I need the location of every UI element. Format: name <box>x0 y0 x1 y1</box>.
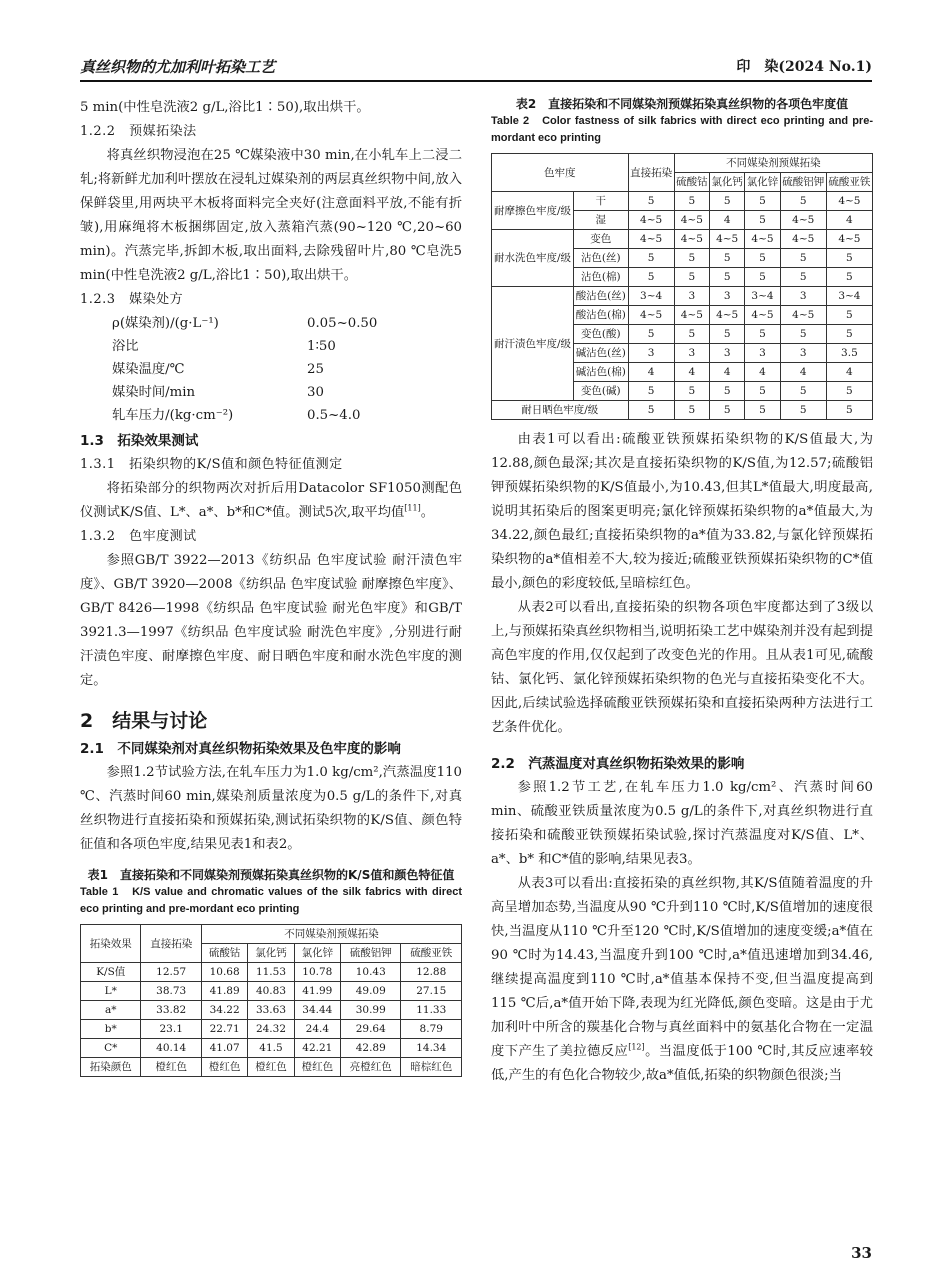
table-cell: 5 <box>745 268 780 287</box>
table-cell: 49.09 <box>341 982 401 1001</box>
running-title: 真丝织物的尤加利叶拓染工艺 <box>80 58 276 76</box>
table-cell: 41.99 <box>294 982 340 1001</box>
table-cell: 42.89 <box>341 1039 401 1058</box>
table-cell: 5 <box>628 401 674 420</box>
paragraph: 参照1.2节试验方法,在轧车压力为1.0 kg/cm²,汽蒸温度110 ℃、汽蒸时间60 min,媒染剂质量浓度为0.5 g/L的条件下,对真丝织物进行直接拓染和预媒拓染,测试拓染织物的K/S值、颜色特征值和各项色牢度,结果见表1和表2。 <box>80 765 462 852</box>
table-cell: 4 <box>674 363 709 382</box>
table-cell: 5 <box>826 382 872 401</box>
table-cell: 8.79 <box>401 1020 462 1039</box>
table-header: 直接拓染 <box>141 925 201 963</box>
table-cell: 橙红色 <box>201 1058 247 1077</box>
table-cell: 5 <box>674 268 709 287</box>
row-label: b* <box>81 1020 141 1039</box>
table-cell: 4 <box>826 211 872 230</box>
table-cell: 4 <box>745 363 780 382</box>
table-cell: 4~5 <box>628 230 674 249</box>
page-number: 33 <box>851 1244 872 1262</box>
table-cell: 5 <box>628 192 674 211</box>
journal-issue: 印 染(2024 No.1) <box>736 59 872 75</box>
table-cell: 40.14 <box>141 1039 201 1058</box>
table-cell: 5 <box>780 192 826 211</box>
row-label: a* <box>81 1001 141 1020</box>
mordant-recipe <box>112 312 462 427</box>
table-cell: 3 <box>628 344 674 363</box>
table-cell: 24.4 <box>294 1020 340 1039</box>
recipe-value: 30 <box>307 385 324 400</box>
table-cell: 10.68 <box>201 963 247 982</box>
table1-caption-en: Table 1 K/S value and chromatic values of the silk fabrics with direct eco printing and pre-mordant eco printing <box>80 886 462 915</box>
row-label: 变色(碱) <box>574 382 629 401</box>
table-cell: 41.89 <box>201 982 247 1001</box>
table1-caption-cn: 表1 直接拓染和不同媒染剂预媒拓染真丝织物的K/S值和颜色特征值 <box>87 868 455 882</box>
paragraph: 从表2可以看出,直接拓染的织物各项色牢度都达到了3级以上,与预媒拓染真丝织物相当,说明拓染工艺中媒染剂并没有起到提高色牢度的作用,仅仅起到了改变色光的作用。且从表1可见,硫酸钴、氯化钙、氯化锌预媒拓染织物的色光与直接拓染变化不大。因此,后续试验选择硫酸亚铁预媒拓染和直接拓染两种方法进行工艺条件优化。 <box>491 600 873 735</box>
paragraph: 5 min(中性皂洗液2 g/L,浴比1∶50),取出烘干。 <box>80 100 370 115</box>
table-header: 直接拓染 <box>628 154 674 192</box>
table-cell: 10.43 <box>341 963 401 982</box>
table-cell: 40.83 <box>248 982 294 1001</box>
row-label: 碱沾色(棉) <box>574 363 629 382</box>
table-2 <box>491 153 873 420</box>
row-label: 碱沾色(丝) <box>574 344 629 363</box>
table-cell: 4~5 <box>745 306 780 325</box>
paragraph-text: 从表3可以看出:直接拓染的真丝织物,其K/S值随着温度的升高呈增加态势,当温度从90 ℃升到110 ℃时,K/S值增加的速度很快,当温度从110 ℃升至120 ℃时,K/S值增加的速度变缓;a*值在90 ℃时为14.43,当温度升到100 ℃时,a*值迅速增加到34.46,继续提高温度到110 ℃时,a*值基本保持不变,但当温度提高到115 ℃后,a*值开始下降,表现为红光降低,颜色变暗。这是由于尤加利叶中所含的羰基化合物与真丝面料中的氨基化合物在一定温度下产生了美拉德反应 <box>491 876 873 1059</box>
table-cell: 5 <box>745 325 780 344</box>
row-label: 沾色(丝) <box>574 249 629 268</box>
table-cell: 5 <box>826 249 872 268</box>
paragraph-text: 。 <box>420 505 435 520</box>
paragraph: 将真丝织物浸泡在25 ℃媒染液中30 min,在小轧车上二浸二轧;将新鲜尤加利叶摆放在浸轧过媒染剂的两层真丝织物中间,放入保鲜袋里,用两块平木板将面料完全夹好(注意面料平放,不能有折皱),用麻绳将木板捆绑固定,放入蒸箱汽蒸(90~120 ℃,20~60 min)。汽蒸完毕,拆卸木板,取出面料,去除残留叶片,80 ℃皂洗5 min(中性皂洗液2 g/L,浴比1∶50),取出烘干。 <box>80 148 462 283</box>
table-cell: 4~5 <box>826 192 872 211</box>
table-header: 不同媒染剂预媒拓染 <box>674 154 872 173</box>
table-cell: 5 <box>710 249 745 268</box>
recipe-value: 0.05~0.50 <box>307 316 378 331</box>
table-cell: 34.22 <box>201 1001 247 1020</box>
table-cell: 5 <box>674 401 709 420</box>
table-cell: 5 <box>628 325 674 344</box>
table-row <box>81 963 462 982</box>
table-row <box>81 1039 462 1058</box>
table-header: 氯化钙 <box>710 173 745 192</box>
table-cell: 24.32 <box>248 1020 294 1039</box>
table-cell: 27.15 <box>401 982 462 1001</box>
table-cell: 3~4 <box>628 287 674 306</box>
row-label: L* <box>81 982 141 1001</box>
recipe-key: 媒染温度/℃ <box>112 362 185 377</box>
table-header: 硫酸铝钾 <box>780 173 826 192</box>
table-cell: 3 <box>710 287 745 306</box>
table-cell: 5 <box>710 192 745 211</box>
table-cell: 5 <box>674 325 709 344</box>
table-cell: 3~4 <box>826 287 872 306</box>
table-cell: 41.5 <box>248 1039 294 1058</box>
row-label: 变色(酸) <box>574 325 629 344</box>
table-cell: 4~5 <box>628 306 674 325</box>
table-cell: 5 <box>826 401 872 420</box>
citation: [12] <box>628 1042 645 1052</box>
table-cell: 3.5 <box>826 344 872 363</box>
table-header: 色牢度 <box>492 154 629 192</box>
table-cell: 4~5 <box>780 306 826 325</box>
table-cell: 5 <box>745 401 780 420</box>
table-cell: 12.57 <box>141 963 201 982</box>
recipe-value: 1∶50 <box>307 339 336 354</box>
table2-caption-cn: 表2 直接拓染和不同媒染剂预媒拓染真丝织物的各项色牢度值 <box>515 97 849 111</box>
table-cell: 5 <box>628 249 674 268</box>
section-heading-1-3-1: 1.3.1 拓染织物的K/S值和颜色特征值测定 <box>80 457 343 472</box>
table-cell: 5 <box>780 382 826 401</box>
table-row <box>81 1001 462 1020</box>
table-header: 氯化钙 <box>248 944 294 963</box>
paragraph-text: 将拓染部分的织物两次对折后用Datacolor SF1050测配色仪测试K/S值、L*、a*、b*和C*值。测试5次,取平均值 <box>80 481 462 520</box>
table-cell: 41.07 <box>201 1039 247 1058</box>
paragraph: 由表1可以看出:硫酸亚铁预媒拓染织物的K/S值最大,为12.88,颜色最深;其次是直接拓染织物的K/S值,为12.57;硫酸铝钾预媒拓染织物的K/S值最小,为10.43,但其L*值最大,明度最高,说明其拓染后的图案更明亮;氯化锌预媒拓染织物的a*值最大,为34.22,颜色最红;直接拓染织物的a*值为33.82,与氯化锌预媒拓染织物的a*值相差不大,较为接近;硫酸亚铁预媒拓染织物的C*值最小,颜色的彩度较低,呈暗棕红色。 <box>491 432 873 591</box>
right-column <box>491 96 873 1088</box>
table-cell: 4~5 <box>745 230 780 249</box>
table-cell: 5 <box>780 249 826 268</box>
table-cell: 5 <box>710 268 745 287</box>
recipe-key: ρ(媒染剂)/(g·L⁻¹) <box>112 316 219 331</box>
paragraph: 参照GB/T 3922—2013《纺织品 色牢度试验 耐汗渍色牢度》、GB/T 3920—2008《纺织品 色牢度试验 耐摩擦色牢度》、GB/T 8426—1998《纺织品 色牢度试验 耐光色牢度》和GB/T 3921.3—1997《纺织品 色牢度试验 耐洗色牢度》,分别进行耐汗渍色牢度、耐摩擦色牢度、耐日晒色牢度和耐水洗色牢度的测定。 <box>80 553 462 688</box>
table-cell: 3~4 <box>745 287 780 306</box>
recipe-value: 25 <box>307 362 324 377</box>
table-header: 拓染效果 <box>81 925 141 963</box>
row-label: 酸沾色(棉) <box>574 306 629 325</box>
table-cell: 5 <box>826 306 872 325</box>
section-heading-2: 2 结果与讨论 <box>80 710 208 732</box>
table-cell: 4 <box>826 363 872 382</box>
table-cell: 5 <box>745 382 780 401</box>
section-heading-1-2-2: 1.2.2 预媒拓染法 <box>80 124 197 139</box>
table-cell: 3 <box>745 344 780 363</box>
table-cell: 橙红色 <box>294 1058 340 1077</box>
table2-caption-en: Table 2 Color fastness of silk fabrics with direct eco printing and pre-mordant eco printing <box>491 115 873 144</box>
table-header: 氯化锌 <box>294 944 340 963</box>
row-label: 干 <box>574 192 629 211</box>
table2-body <box>492 192 873 420</box>
row-label: 沾色(棉) <box>574 268 629 287</box>
table-cell: 5 <box>628 382 674 401</box>
table-cell: 42.21 <box>294 1039 340 1058</box>
section-heading-1-3-2: 1.3.2 色牢度测试 <box>80 529 197 544</box>
recipe-key: 媒染时间/min <box>112 385 196 400</box>
table-cell: 3 <box>780 344 826 363</box>
table-cell: 5 <box>826 268 872 287</box>
section-heading-1-3: 1.3 拓染效果测试 <box>80 433 199 449</box>
section-heading-2-2: 2.2 汽蒸温度对真丝织物拓染效果的影响 <box>491 756 745 772</box>
table-cell: 5 <box>674 382 709 401</box>
paragraph <box>491 872 873 1088</box>
table-cell: 暗棕红色 <box>401 1058 462 1077</box>
table-header: 硫酸亚铁 <box>401 944 462 963</box>
table-row <box>81 1020 462 1039</box>
table-cell: 5 <box>674 249 709 268</box>
table-cell: 4~5 <box>674 211 709 230</box>
table-cell: 4~5 <box>710 306 745 325</box>
table-cell: 33.63 <box>248 1001 294 1020</box>
section-heading-1-2-3: 1.2.3 媒染处方 <box>80 292 184 307</box>
table-cell: 4~5 <box>710 230 745 249</box>
row-label: 湿 <box>574 211 629 230</box>
table-cell: 14.34 <box>401 1039 462 1058</box>
table-row <box>81 1058 462 1077</box>
table-cell: 4 <box>628 363 674 382</box>
paragraph: 参照1.2节工艺,在轧车压力1.0 kg/cm²、汽蒸时间60 min、硫酸亚铁质量浓度为0.5 g/L的条件下,对真丝织物进行直接拓染和硫酸亚铁预媒拓染试验,探讨汽蒸温度对K/S值、L*、a*、b* 和C*值的影响,结果见表3。 <box>491 780 873 867</box>
table-cell: 3 <box>710 344 745 363</box>
row-label: K/S值 <box>81 963 141 982</box>
table-1 <box>80 924 462 1077</box>
row-label: 拓染颜色 <box>81 1058 141 1077</box>
paragraph-text: 。当温度低于100 ℃时,其反应速率较低,产生的有色化合物较少,故a*值低,拓染的织物颜色很淡;当 <box>491 1044 873 1083</box>
table-cell: 4 <box>710 363 745 382</box>
table-cell: 5 <box>745 249 780 268</box>
table-cell: 4 <box>780 363 826 382</box>
table-cell: 34.44 <box>294 1001 340 1020</box>
table-cell: 4~5 <box>674 306 709 325</box>
table-cell: 4~5 <box>628 211 674 230</box>
table-cell: 33.82 <box>141 1001 201 1020</box>
recipe-value: 0.5~4.0 <box>307 408 361 423</box>
table-header: 不同媒染剂预媒拓染 <box>201 925 461 944</box>
table-cell: 5 <box>745 211 780 230</box>
table-cell: 亮橙红色 <box>341 1058 401 1077</box>
table-cell: 29.64 <box>341 1020 401 1039</box>
table1-body <box>81 963 462 1077</box>
table-cell: 11.53 <box>248 963 294 982</box>
table-header: 硫酸铝钾 <box>341 944 401 963</box>
table-cell: 5 <box>780 325 826 344</box>
section-heading-2-1: 2.1 不同媒染剂对真丝织物拓染效果及色牢度的影响 <box>80 741 401 757</box>
table-cell: 4~5 <box>674 230 709 249</box>
row-label: 酸沾色(丝) <box>574 287 629 306</box>
row-label: 变色 <box>574 230 629 249</box>
table-cell: 30.99 <box>341 1001 401 1020</box>
table-cell: 11.33 <box>401 1001 462 1020</box>
table-cell: 3 <box>780 287 826 306</box>
table-cell: 23.1 <box>141 1020 201 1039</box>
citation: [11] <box>404 503 421 513</box>
recipe-key: 浴比 <box>112 339 139 354</box>
group-label: 耐汗渍色牢度/级 <box>492 287 574 401</box>
running-header <box>80 54 872 82</box>
table-header: 硫酸亚铁 <box>826 173 872 192</box>
left-column <box>80 96 462 1077</box>
recipe-key: 轧车压力/(kg·cm⁻²) <box>112 408 234 423</box>
table-cell: 4~5 <box>780 211 826 230</box>
table-header: 氯化锌 <box>745 173 780 192</box>
row-label: C* <box>81 1039 141 1058</box>
table-header: 硫酸钴 <box>674 173 709 192</box>
table-cell: 5 <box>710 401 745 420</box>
table-row <box>492 401 873 420</box>
table-cell: 5 <box>674 192 709 211</box>
group-label: 耐水洗色牢度/级 <box>492 230 574 287</box>
table-header: 硫酸钴 <box>201 944 247 963</box>
table-row <box>492 287 873 306</box>
table-cell: 5 <box>710 325 745 344</box>
table-row <box>492 192 873 211</box>
group-label: 耐摩擦色牢度/级 <box>492 192 574 230</box>
table-cell: 10.78 <box>294 963 340 982</box>
table-cell: 12.88 <box>401 963 462 982</box>
table-cell: 4~5 <box>826 230 872 249</box>
table-cell: 橙红色 <box>248 1058 294 1077</box>
table-row <box>492 230 873 249</box>
table-cell: 5 <box>780 268 826 287</box>
table-cell: 5 <box>710 382 745 401</box>
table-cell: 5 <box>745 192 780 211</box>
table-cell: 5 <box>780 401 826 420</box>
paragraph <box>80 477 462 525</box>
table-cell: 4 <box>710 211 745 230</box>
table-cell: 5 <box>628 268 674 287</box>
table-cell: 22.71 <box>201 1020 247 1039</box>
table-cell: 4~5 <box>780 230 826 249</box>
group-label: 耐日晒色牢度/级 <box>492 401 629 420</box>
table-cell: 5 <box>826 325 872 344</box>
table-cell: 橙红色 <box>141 1058 201 1077</box>
table-row <box>81 982 462 1001</box>
table-cell: 3 <box>674 344 709 363</box>
table-cell: 38.73 <box>141 982 201 1001</box>
table-cell: 3 <box>674 287 709 306</box>
